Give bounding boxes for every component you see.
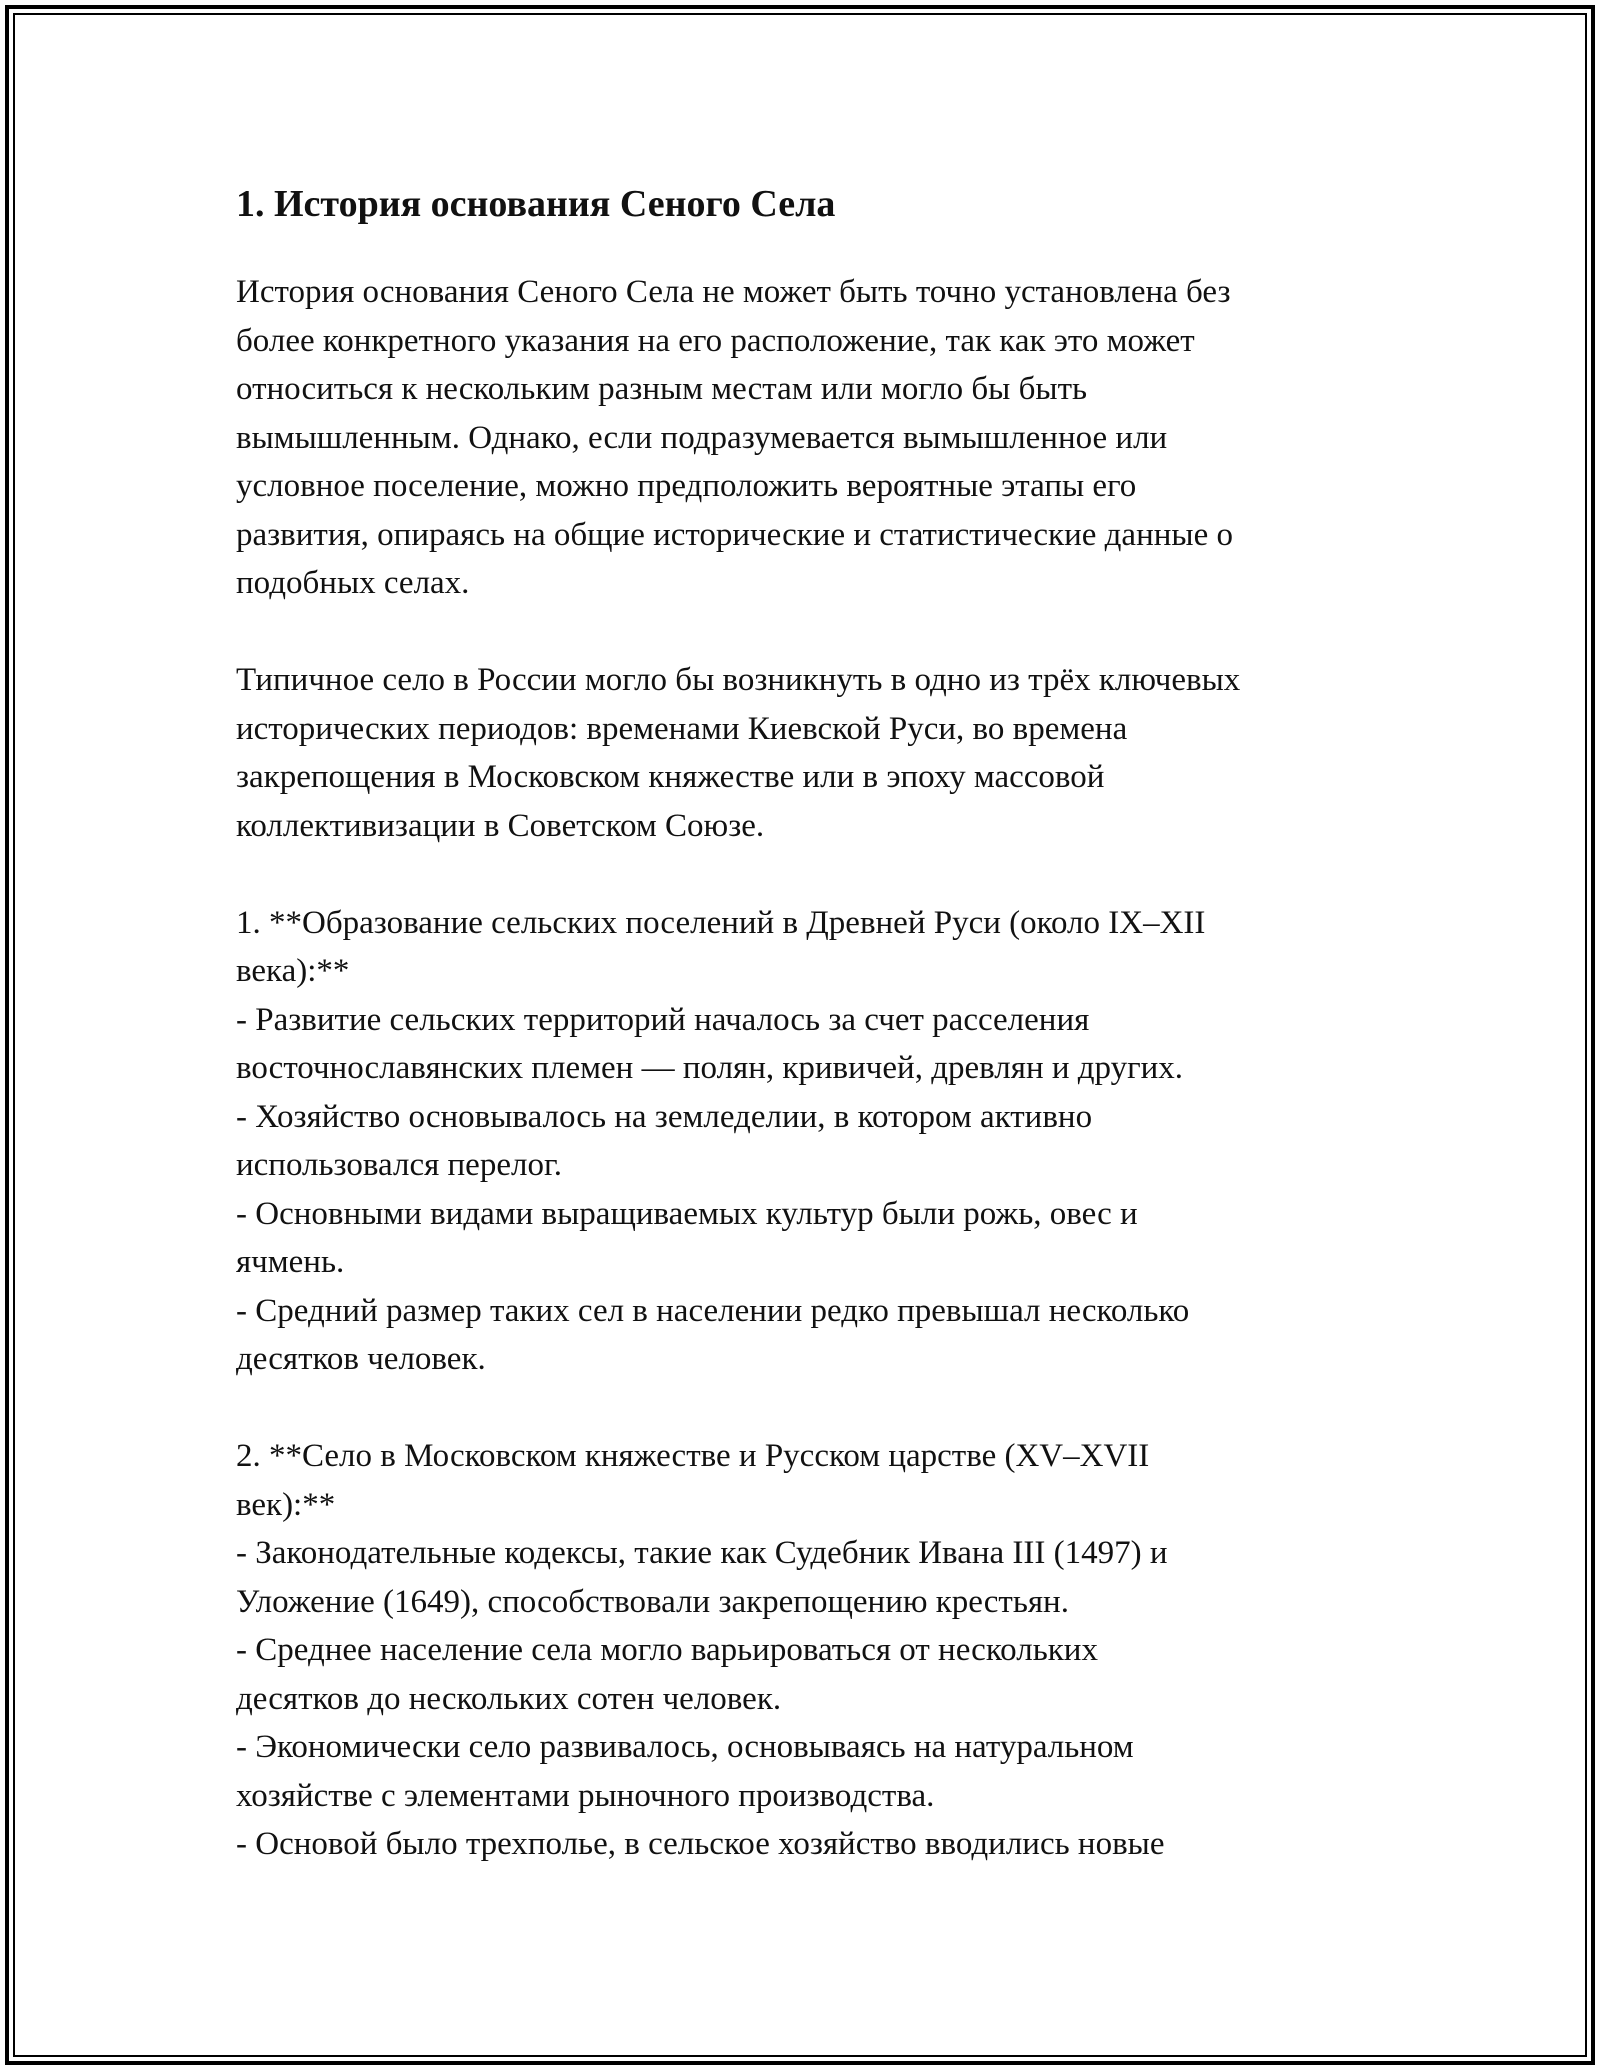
paragraph-gap (236, 608, 1376, 657)
list-item-ancient-rus: 1. **Образование сельских поселений в Древней Руси (около IX–XII века):** - Развитие сельских территорий началось за счет расселения восточнославянских племен — полян, кривичей, древлян и других. - Хозяйство основывалось на земледелии, в котором активно использовался перелог. - Основными видами выращиваемых культур были рожь, овес и ячмень. - Средний размер таких сел в населении редко превышал несколько десятков человек. (236, 904, 1206, 1377)
section-heading: 1. История основания Сеного Села (236, 183, 836, 225)
paragraph-gap (236, 850, 1376, 899)
paragraph-periods: Типичное село в России могло бы возникнуть в одно из трёх ключевых исторических периодов: временами Киевской Руси, во времена закрепощения в Московском княжестве или в эпоху массовой коллективизации в Советском Союзе. (236, 662, 1241, 844)
paragraph-gap (236, 1384, 1376, 1433)
document-body (236, 178, 1376, 1869)
paragraph-intro: История основания Сеного Села не может быть точно установлена без более конкретного указания на его расположение, так как это может относиться к нескольким разным местам или могло бы быть вымышленным. Однако, если подразумевается вымышленное или условное поселение, можно предположить вероятные этапы его развития, опираясь на общие исторические и статистические данные о подобных селах. (236, 274, 1233, 601)
list-item-moscow-principality: 2. **Село в Московском княжестве и Русском царстве (XV–XVII век):** - Законодательные кодексы, такие как Судебник Ивана III (1497) и Уложение (1649), способствовали закрепощению крестьян. - Среднее население села могло варьироваться от нескольких десятков до нескольких сотен человек. - Экономически село развивалось, основываясь на натуральном хозяйстве с элементами рыночного производства. - Основой было трехполье, в сельское хозяйство вводились новые (236, 1438, 1168, 1862)
